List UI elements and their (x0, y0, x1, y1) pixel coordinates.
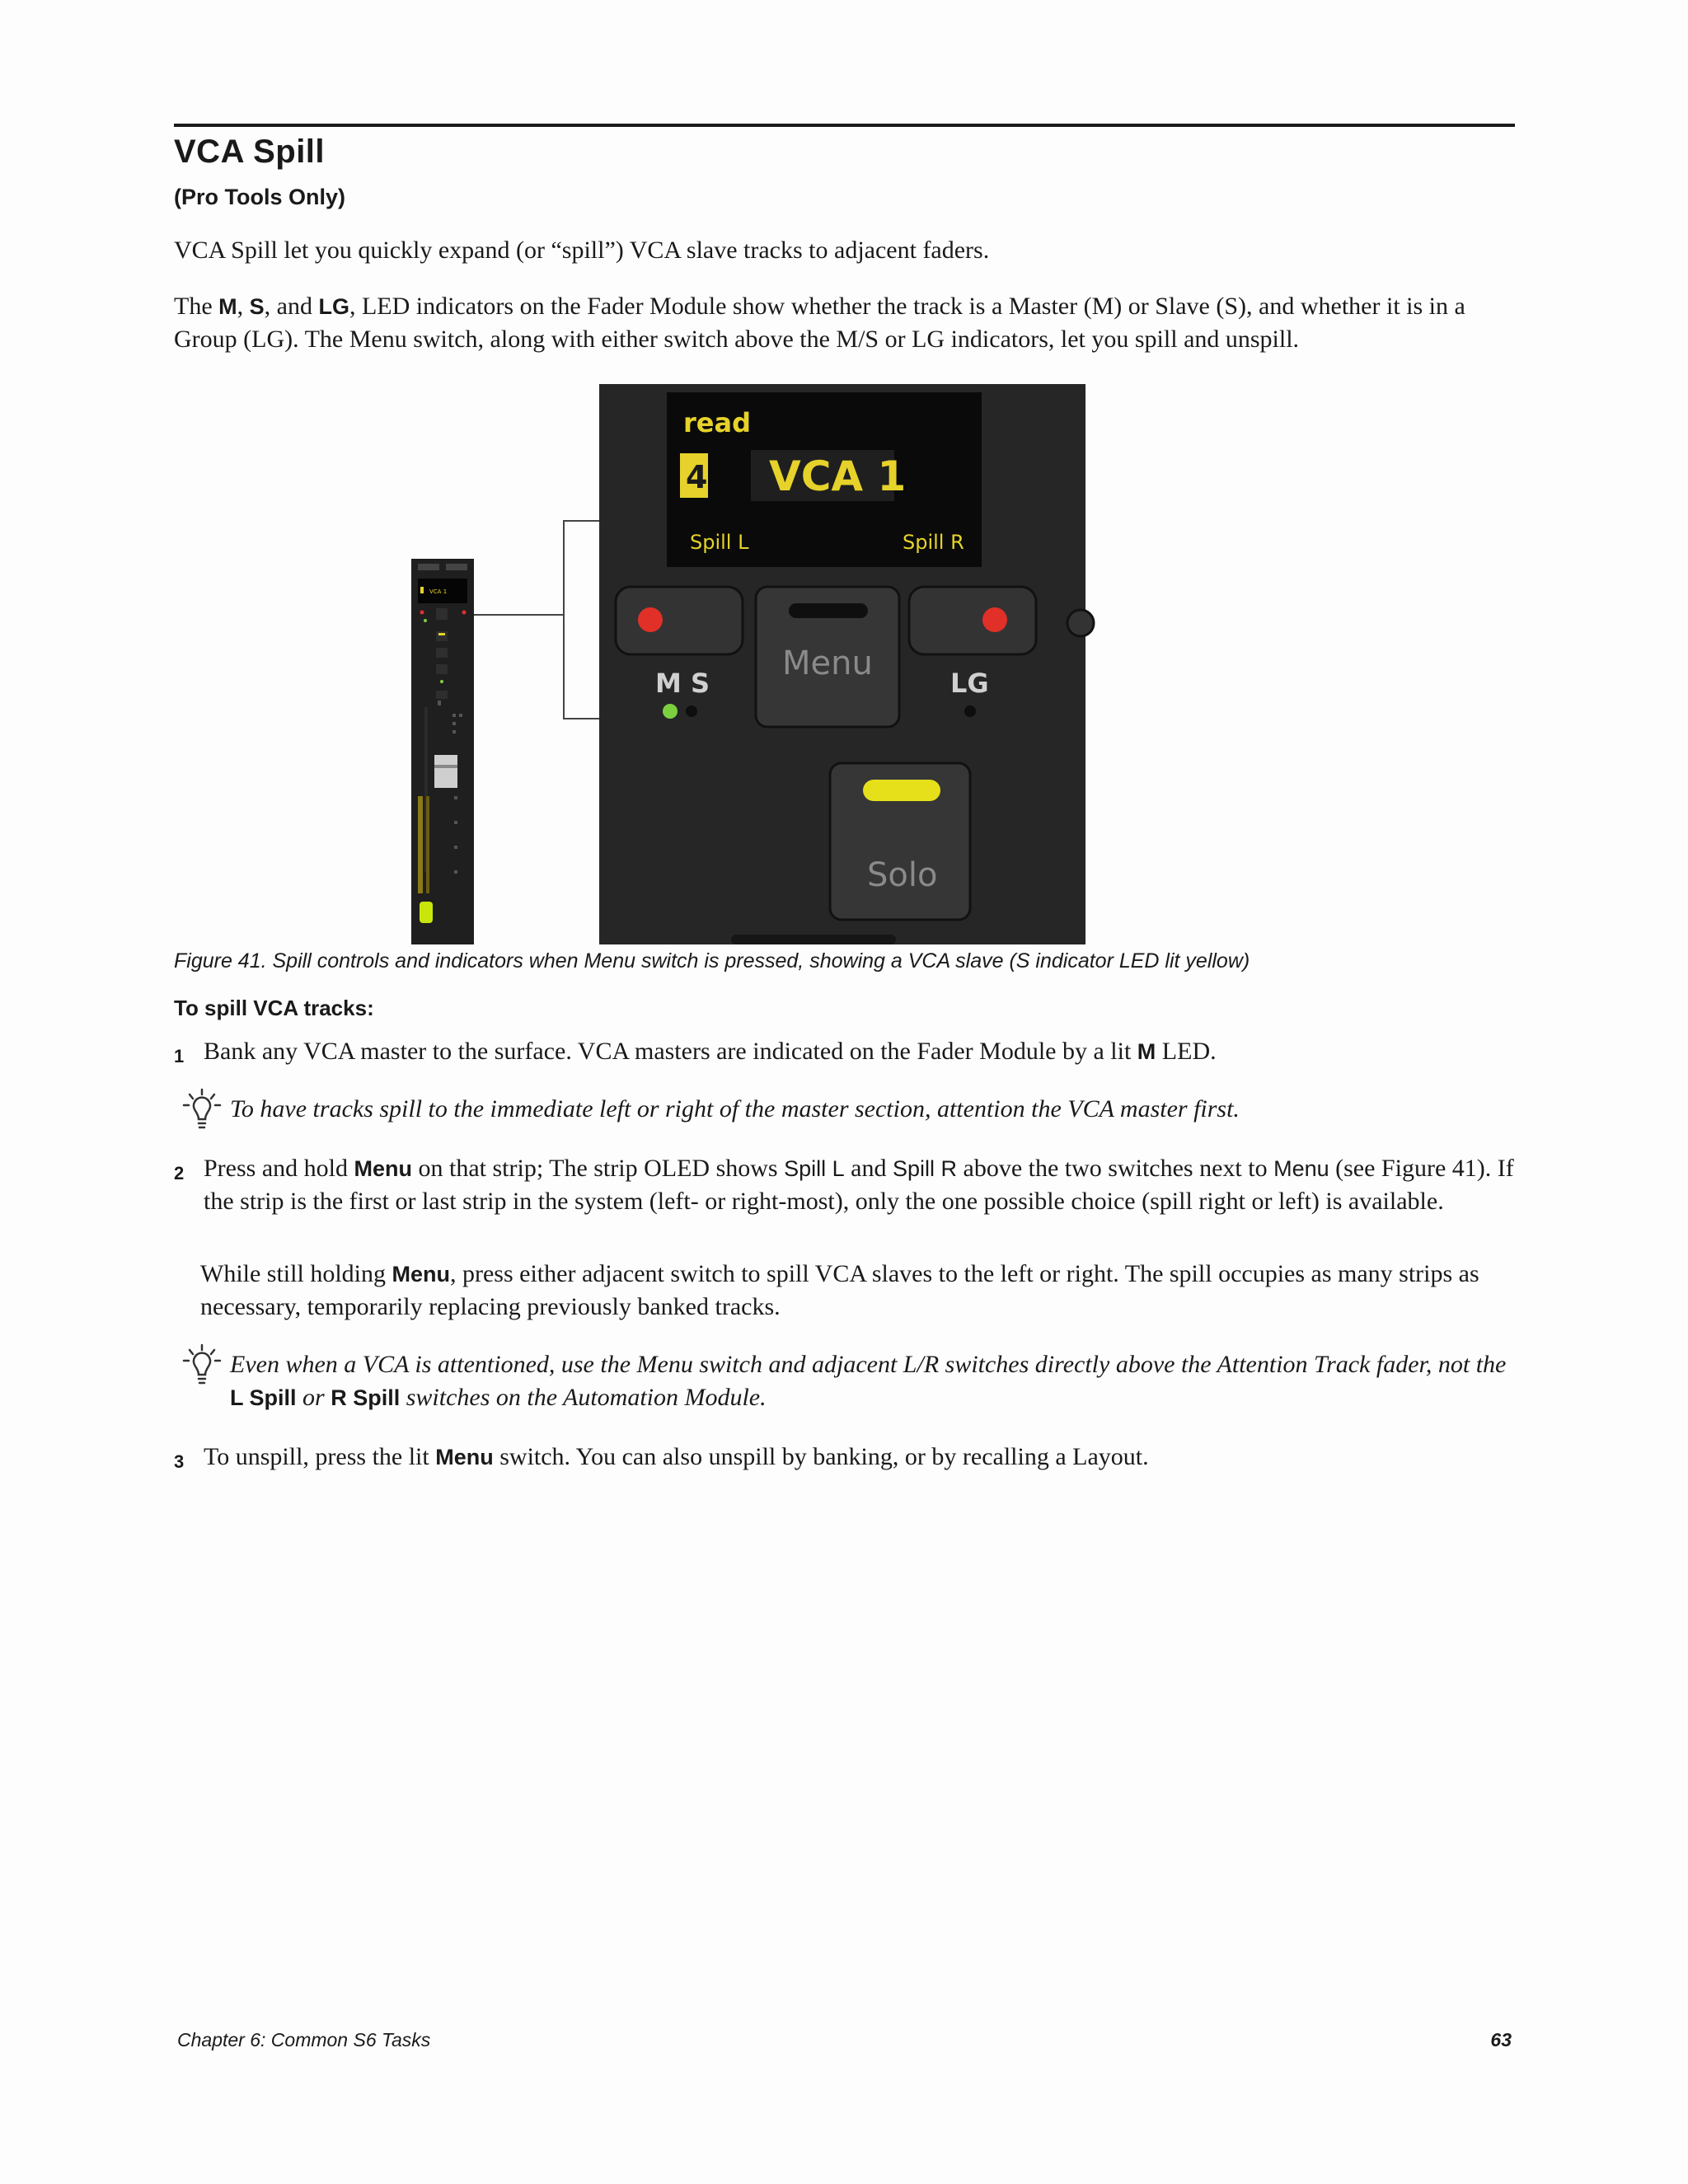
menu-switch-label: Menu (782, 644, 873, 682)
ms-indicator-label: M S (655, 668, 710, 699)
step-number: 2 (174, 1163, 185, 1183)
intro-paragraph-2: The M, S, and LG, LED indicators on the Fader Module show whether the track is a Master (M) or Slave (S), and whether it is in a Group (LG). The Menu switch, along with either switch above the M/S or LG indicators, let you spill and unspill. (174, 293, 1465, 353)
figure-41-illustration (174, 384, 1517, 944)
tip-text: To have tracks spill to the immediate left or right of the master section, attention the VCA master first. (230, 1095, 1240, 1122)
oled-spill-left: Spill L (690, 531, 749, 554)
tip-text: Even when a VCA is attentioned, use the Menu switch and adjacent L/R switches directly above the Attention Track fader, not the L Spill or R Spill switches on the Automation Module. (230, 1351, 1507, 1411)
lightbulb-tip-icon (182, 1343, 222, 1390)
oled-spill-right: Spill R (903, 531, 964, 554)
section-title: VCA Spill (174, 134, 326, 170)
lightbulb-tip-icon (182, 1088, 222, 1134)
step-number: 3 (174, 1451, 185, 1472)
fader-strip-thumbnail (411, 559, 474, 944)
footer-chapter: Chapter 6: Common S6 Tasks (177, 2029, 431, 2050)
callout-bracket (474, 521, 608, 719)
intro-paragraph-1: VCA Spill let you quickly expand (or “spill”) VCA slave tracks to adjacent faders. (174, 237, 990, 264)
step-number: 1 (174, 1046, 185, 1066)
procedure-heading: To spill VCA tracks: (174, 996, 374, 1020)
step-text: Press and hold Menu on that strip; The strip OLED shows Spill L and Spill R above the two switches next to Menu (see Figure 41). If the strip is the first or last strip in the system (left- or right-most), only the one possible choice (spill right or left) is available. (204, 1155, 1514, 1215)
step-text: To unspill, press the lit Menu switch. You can also unspill by banking, or by recalling a Layout. (204, 1443, 1149, 1470)
oled-mode-text: read (683, 407, 751, 438)
lg-indicator-label: LG (950, 668, 989, 699)
solo-switch-label: Solo (867, 856, 938, 894)
section-subtitle: (Pro Tools Only) (174, 185, 345, 209)
figure-caption: Figure 41. Spill controls and indicators when Menu switch is pressed, showing a VCA slave (S indicator LED lit yellow) (174, 949, 1250, 972)
oled-track-name: VCA 1 (769, 452, 907, 500)
oled-track-number: 4 (686, 459, 708, 495)
section-rule (174, 124, 1515, 127)
step-text: While still holding Menu, press either adjacent switch to spill VCA slaves to the left or right. The spill occupies as many strips as necessary, temporarily replacing previously banked tracks. (200, 1260, 1479, 1320)
step-text: Bank any VCA master to the surface. VCA masters are indicated on the Fader Module by a lit M LED. (204, 1038, 1217, 1065)
figure-41 (174, 384, 1517, 944)
svg-text:VCA 1: VCA 1 (429, 588, 448, 595)
footer-page-number: 63 (1490, 2029, 1512, 2050)
fader-module-closeup (599, 384, 1094, 944)
